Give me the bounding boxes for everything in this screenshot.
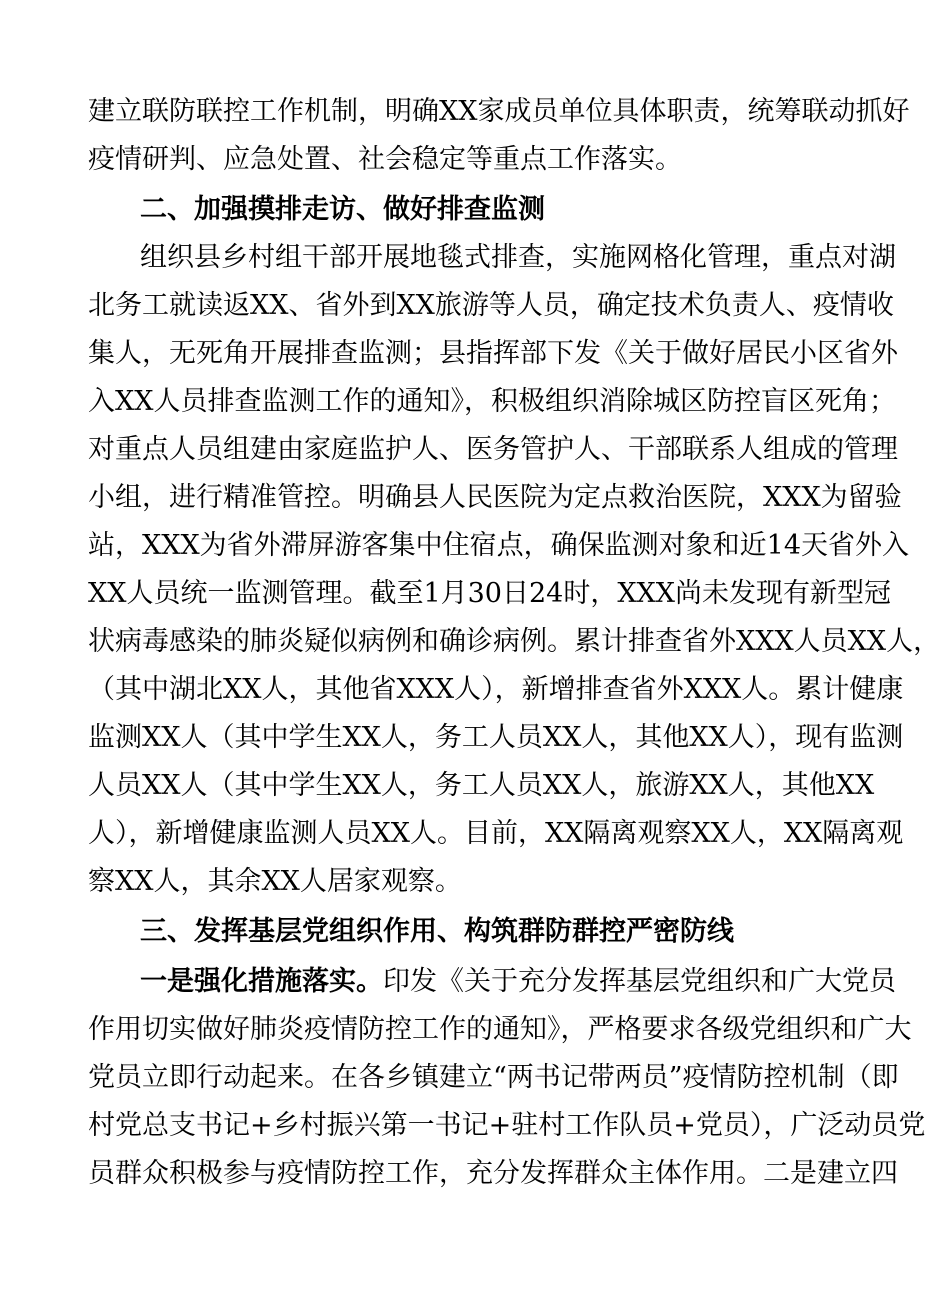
paragraph-line: 人），新增健康监测人员XX人。目前，XX隔离观察XX人，XX隔离观 (88, 818, 904, 849)
paragraph-line: 集人，无死角开展排查监测；县指挥部下发《关于做好居民小区省外 (88, 338, 898, 369)
section-heading: 二、加强摸排走访、做好排查监测 (140, 194, 545, 225)
paragraph-line: 疫情研判、应急处置、社会稳定等重点工作落实。 (88, 144, 682, 175)
paragraph-line: 入XX人员排查监测工作的通知》，积极组织消除城区防控盲区死角； (88, 386, 896, 417)
paragraph-line: 对重点人员组建由家庭监护人、医务管护人、干部联系人组成的管理 (88, 434, 898, 465)
paragraph-line: XX人员统一监测管理。截至1月30日24时，XXX尚未发现有新型冠 (88, 578, 891, 609)
paragraph-line: 员群众积极参与疫情防控工作，充分发挥群众主体作用。二是建立四 (88, 1158, 898, 1189)
paragraph-text: 印发《关于充分发挥基层党组织和广大党员 (383, 966, 896, 997)
section-heading: 三、发挥基层党组织作用、构筑群防群控严密防线 (140, 916, 734, 947)
paragraph-line: 党员立即行动起来。在各乡镇建立“两书记带两员”疫情防控机制（即 (88, 1062, 899, 1093)
paragraph-line: 人员XX人（其中学生XX人，务工人员XX人，旅游XX人，其他XX (88, 770, 875, 801)
paragraph-line: 作用切实做好肺炎疫情防控工作的通知》，严格要求各级党组织和广大 (88, 1014, 912, 1045)
paragraph-line: 北务工就读返XX、省外到XX旅游等人员，确定技术负责人、疫情收 (88, 290, 894, 321)
paragraph-line (140, 958, 896, 1006)
paragraph-line: 监测XX人（其中学生XX人，务工人员XX人，其他XX人），现有监测 (88, 722, 904, 753)
paragraph-line: 村党总支书记+乡村振兴第一书记+驻村工作队员+党员），广泛动员党 (88, 1110, 926, 1141)
paragraph-line: 状病毒感染的肺炎疑似病例和确诊病例。累计排查省外XXX人员XX人， (88, 626, 940, 657)
paragraph-line: （其中湖北XX人，其他省XXX人），新增排查省外XXX人。累计健康 (88, 674, 904, 705)
paragraph-line: 察XX人，其余XX人居家观察。 (88, 866, 462, 897)
paragraph-line: 小组，进行精准管控。明确县人民医院为定点救治医院，XXX为留验 (88, 482, 902, 513)
paragraph-line: 组织县乡村组干部开展地毯式排查，实施网格化管理，重点对湖 (140, 242, 896, 273)
bold-lead-text: 一是强化措施落实。 (140, 966, 383, 997)
paragraph-line: 建立联防联控工作机制，明确XX家成员单位具体职责，统筹联动抓好 (88, 96, 910, 127)
paragraph-line: 站，XXX为省外滞屏游客集中住宿点，确保监测对象和近14天省外入 (88, 530, 910, 561)
